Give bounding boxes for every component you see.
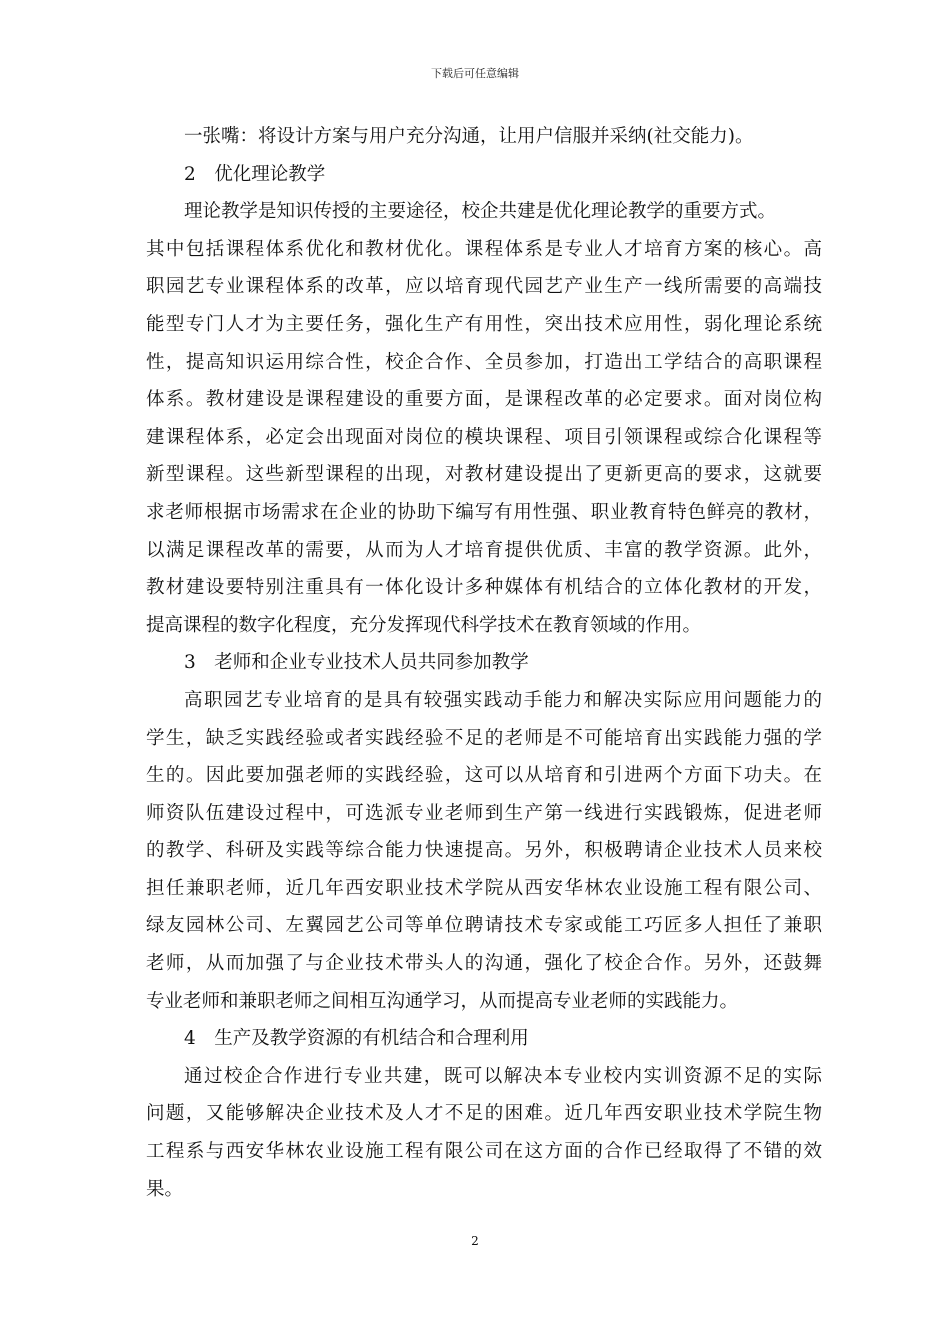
text-line: 工程系与西安华林农业设施工程有限公司在这方面的合作已经取得了不错的效	[146, 1141, 822, 1163]
text-line: 能型专门人才为主要任务，强化生产有用性，突出技术应用性，弱化理论系统	[146, 313, 822, 335]
text-line: 4 生产及教学资源的有机结合和合理利用	[184, 1028, 529, 1050]
text-line: 求老师根据市场需求在企业的协助下编写有用性强、职业教育特色鲜亮的教材，	[146, 501, 822, 523]
text-line: 问题，又能够解决企业技术及人才不足的困难。近几年西安职业技术学院生物	[146, 1103, 822, 1125]
text-line: 专业老师和兼职老师之间相互沟通学习，从而提高专业老师的实践能力。	[146, 990, 739, 1012]
text-line: 果。	[146, 1178, 184, 1200]
text-line: 通过校企合作进行专业共建，既可以解决本专业校内实训资源不足的实际	[184, 1065, 822, 1087]
text-line: 教材建设要特别注重具有一体化设计多种媒体有机结合的立体化教材的开发，	[146, 577, 822, 599]
document-body	[146, 118, 822, 1208]
text-line: 建课程体系，必定会出现面对岗位的模块课程、项目引领课程或综合化课程等	[146, 426, 822, 448]
page-header: 下载后可任意编辑	[431, 67, 519, 80]
text-line: 新型课程。这些新型课程的出现，对教材建设提出了更新更高的要求，这就要	[146, 464, 822, 486]
text-line: 担任兼职老师，近几年西安职业技术学院从西安华林农业设施工程有限公司、	[146, 877, 822, 899]
text-line: 的教学、科研及实践等综合能力快速提高。另外，积极聘请企业技术人员来校	[146, 840, 822, 862]
text-line: 2 优化理论教学	[184, 163, 326, 185]
text-line: 学生，缺乏实践经验或者实践经验不足的老师是不可能培育出实践能力强的学	[146, 727, 822, 749]
text-line: 老师，从而加强了与企业技术带头人的沟通，强化了校企合作。另外，还鼓舞	[146, 953, 822, 975]
text-line: 理论教学是知识传授的主要途径，校企共建是优化理论教学的重要方式。	[184, 201, 777, 223]
text-line: 生的。因此要加强老师的实践经验，这可以从培育和引进两个方面下功夫。在	[146, 765, 822, 787]
text-line: 高职园艺专业培育的是具有较强实践动手能力和解决实际应用问题能力的	[184, 689, 822, 711]
text-line: 提高课程的数字化程度，充分发挥现代科学技术在教育领域的作用。	[146, 614, 702, 636]
text-line: 3 老师和企业专业技术人员共同参加教学	[184, 652, 529, 674]
text-line: 其中包括课程体系优化和教材优化。课程体系是专业人才培育方案的核心。高	[146, 238, 822, 260]
text-line: 一张嘴：将设计方案与用户充分沟通，让用户信服并采纳(社交能力)。	[184, 126, 754, 147]
text-line: 性，提高知识运用综合性，校企合作、全员参加，打造出工学结合的高职课程	[146, 351, 822, 373]
text-line: 师资队伍建设过程中，可选派专业老师到生产第一线进行实践锻炼，促进老师	[146, 802, 822, 824]
page-number: 2	[471, 1234, 479, 1248]
text-line: 绿友园林公司、左翼园艺公司等单位聘请技术专家或能工巧匠多人担任了兼职	[146, 915, 822, 937]
text-line: 体系。教材建设是课程建设的重要方面，是课程改革的必定要求。面对岗位构	[146, 389, 822, 411]
text-line: 职园艺专业课程体系的改革，应以培育现代园艺产业生产一线所需要的高端技	[146, 276, 822, 298]
text-line: 以满足课程改革的需要，从而为人才培育提供优质、丰富的教学资源。此外，	[146, 539, 822, 561]
